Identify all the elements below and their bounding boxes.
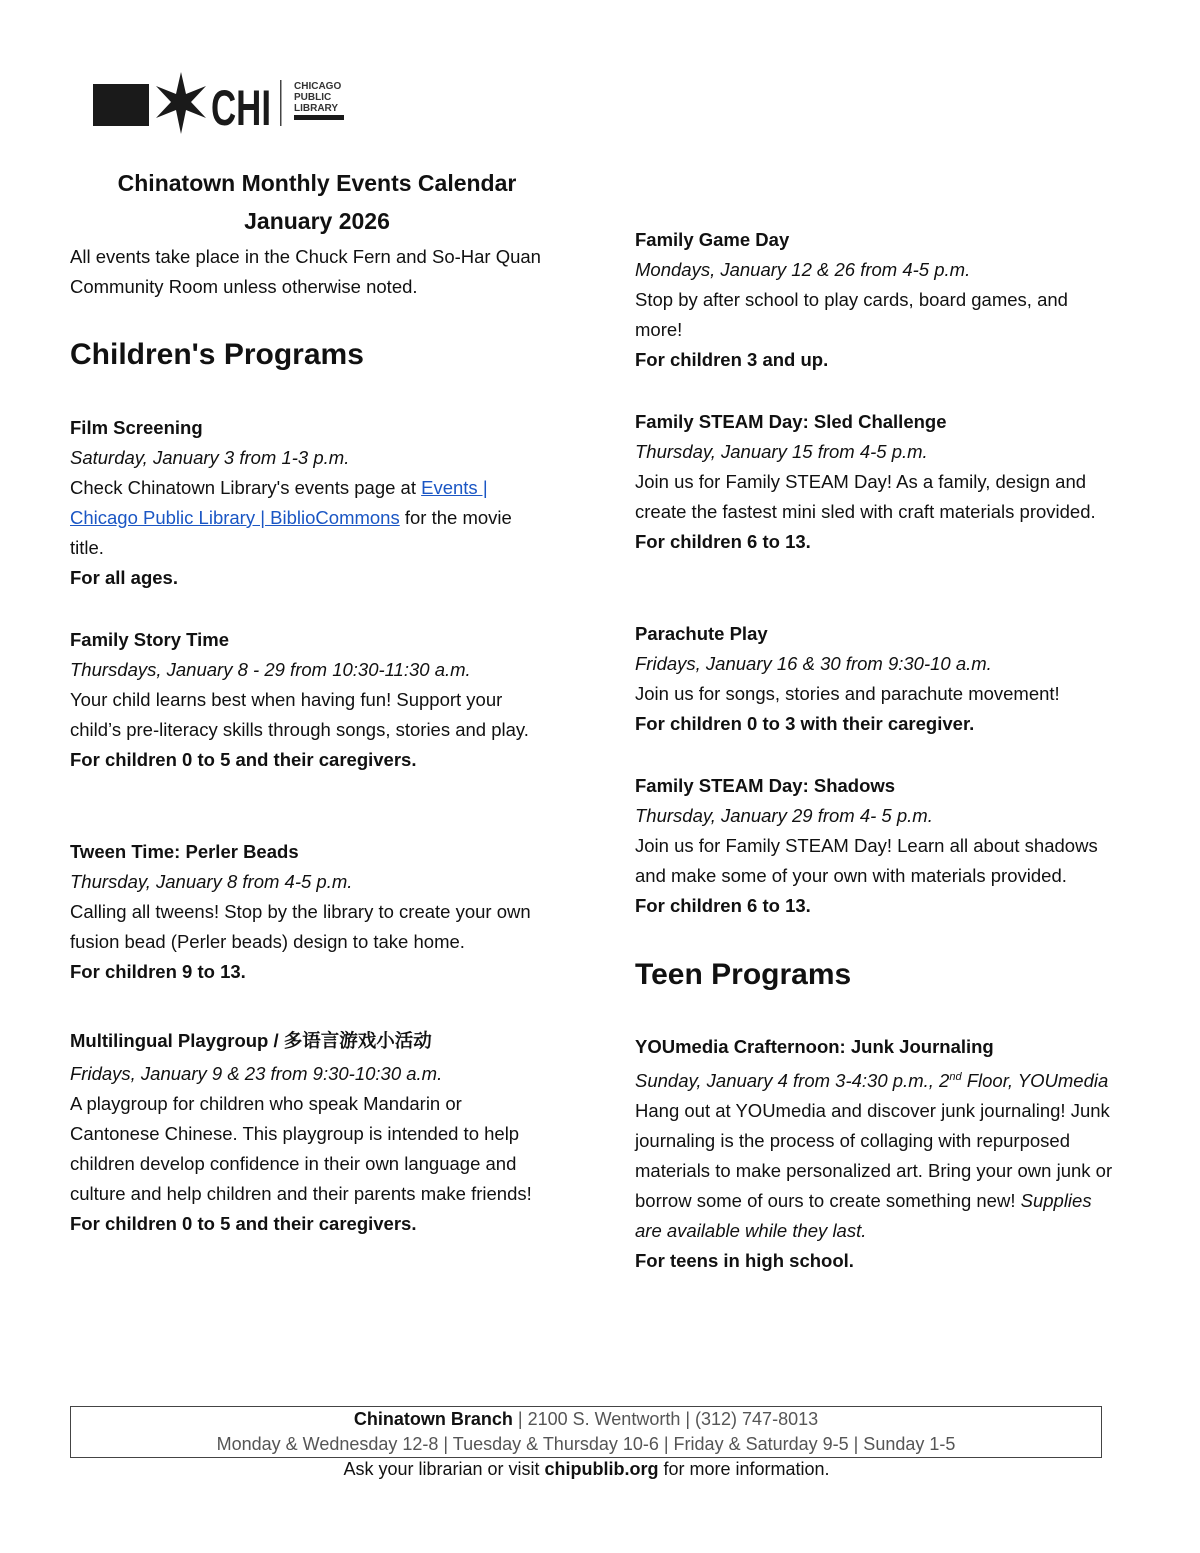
childrens-programs-heading: Children's Programs (70, 338, 364, 371)
event-date: Thursday, January 29 from 4- 5 p.m. (635, 805, 933, 826)
event-description: Join us for Family STEAM Day! As a family, design and create the fastest mini sled with craft materials provided. (635, 471, 1096, 522)
event-description: Join us for Family STEAM Day! Learn all about shadows and make some of your own with materials provided. (635, 835, 1098, 886)
website-link[interactable]: chipublib.org (544, 1459, 659, 1479)
event-audience: For children 0 to 5 and their caregivers. (70, 1213, 417, 1234)
event-title: Family STEAM Day: Sled Challenge (635, 411, 947, 432)
event-description: Your child learns best when having fun! Support your child’s pre-literacy skills through songs, stories and play. (70, 689, 529, 740)
events-link[interactable]: Events | Chicago Public Library | BiblioCommons (70, 477, 488, 528)
event-description: Join us for songs, stories and parachute movement! (635, 683, 1060, 704)
event-title: Family STEAM Day: Shadows (635, 775, 896, 796)
event-family-game-day (635, 225, 1120, 375)
event-date: Sunday, January 4 from 3-4:30 p.m., 2nd Floor, YOUmedia (635, 1070, 1109, 1092)
event-steam-sled-challenge (635, 407, 1120, 557)
event-date: Fridays, January 16 & 30 from 9:30-10 a.m. (635, 653, 992, 674)
ask-librarian-note: Ask your librarian or visit chipublib.org for more information. (343, 1459, 830, 1479)
svg-text:CHI: CHI (211, 80, 271, 136)
event-description: Stop by after school to play cards, board games, and more! (635, 289, 1068, 340)
page-title: Chinatown Monthly Events Calendar (117, 170, 517, 196)
event-film-screening (70, 413, 550, 593)
event-date: Thursdays, January 8 - 29 from 10:30-11:30 a.m. (70, 659, 471, 680)
event-description: Calling all tweens! Stop by the library to create your own fusion bead (Perler beads) design to take home. (70, 901, 531, 952)
event-title: Multilingual Playgroup / 多语言游戏小活动 (70, 1030, 432, 1051)
svg-text:LIBRARY: LIBRARY (294, 103, 339, 114)
event-audience: For children 6 to 13. (635, 895, 811, 916)
svg-text:PUBLIC: PUBLIC (294, 92, 332, 103)
event-title: Parachute Play (635, 623, 768, 644)
event-audience: For children 0 to 3 with their caregiver. (635, 713, 975, 734)
event-audience: For children 0 to 5 and their caregivers. (70, 749, 417, 770)
event-audience: For children 3 and up. (635, 349, 829, 370)
event-date: Fridays, January 9 & 23 from 9:30-10:30 a.m. (70, 1063, 443, 1084)
page-month: January 2026 (244, 208, 390, 234)
event-title: Film Screening (70, 417, 203, 438)
event-title: Tween Time: Perler Beads (70, 841, 299, 862)
chicago-public-library-logo (93, 72, 353, 136)
teen-programs-heading: Teen Programs (635, 958, 852, 991)
event-date: Mondays, January 12 & 26 from 4-5 p.m. (635, 259, 971, 280)
event-audience: For children 9 to 13. (70, 961, 246, 982)
event-family-story-time (70, 625, 550, 775)
event-audience: For children 6 to 13. (635, 531, 811, 552)
event-tween-time (70, 837, 550, 987)
event-parachute-play (635, 619, 1120, 739)
event-audience: For teens in high school. (635, 1250, 854, 1272)
event-youmedia-junk-journaling (635, 1032, 1120, 1276)
intro-text: All events take place in the Chuck Fern and So-Har Quan Community Room unless otherwise noted. (70, 246, 541, 297)
event-title: Family Story Time (70, 629, 230, 650)
event-description: Check Chinatown Library's events page at Events | Chicago Public Library | BiblioCommons for the movie title. (70, 477, 512, 558)
event-multilingual-playgroup (70, 1023, 550, 1239)
event-date: Thursday, January 15 from 4-5 p.m. (635, 441, 928, 462)
svg-text:CHICAGO: CHICAGO (294, 81, 342, 92)
event-title: Family Game Day (635, 229, 790, 250)
branch-address: Chinatown Branch | 2100 S. Wentworth | (312) 747-8013 (353, 1409, 819, 1429)
branch-info-box (70, 1406, 1102, 1458)
event-description: Hang out at YOUmedia and discover junk journaling! Junk journaling is the process of collaging with repurposed materials to make personalized art. Bring your own junk or borrow some of ours to create something new! Supplies are available while they last. (635, 1100, 1113, 1242)
event-audience: For all ages. (70, 567, 178, 588)
event-title: YOUmedia Crafternoon: Junk Journaling (635, 1036, 994, 1057)
event-description: A playgroup for children who speak Mandarin or Cantonese Chinese. This playgroup is intended to help children develop confidence in their own language and culture and help children and their parents make friends! (70, 1093, 532, 1204)
event-date: Saturday, January 3 from 1-3 p.m. (70, 447, 350, 468)
event-steam-shadows (635, 771, 1120, 921)
event-date: Thursday, January 8 from 4-5 p.m. (70, 871, 353, 892)
branch-hours: Monday & Wednesday 12-8 | Tuesday & Thursday 10-6 | Friday & Saturday 9-5 | Sunday 1-5 (216, 1434, 956, 1454)
